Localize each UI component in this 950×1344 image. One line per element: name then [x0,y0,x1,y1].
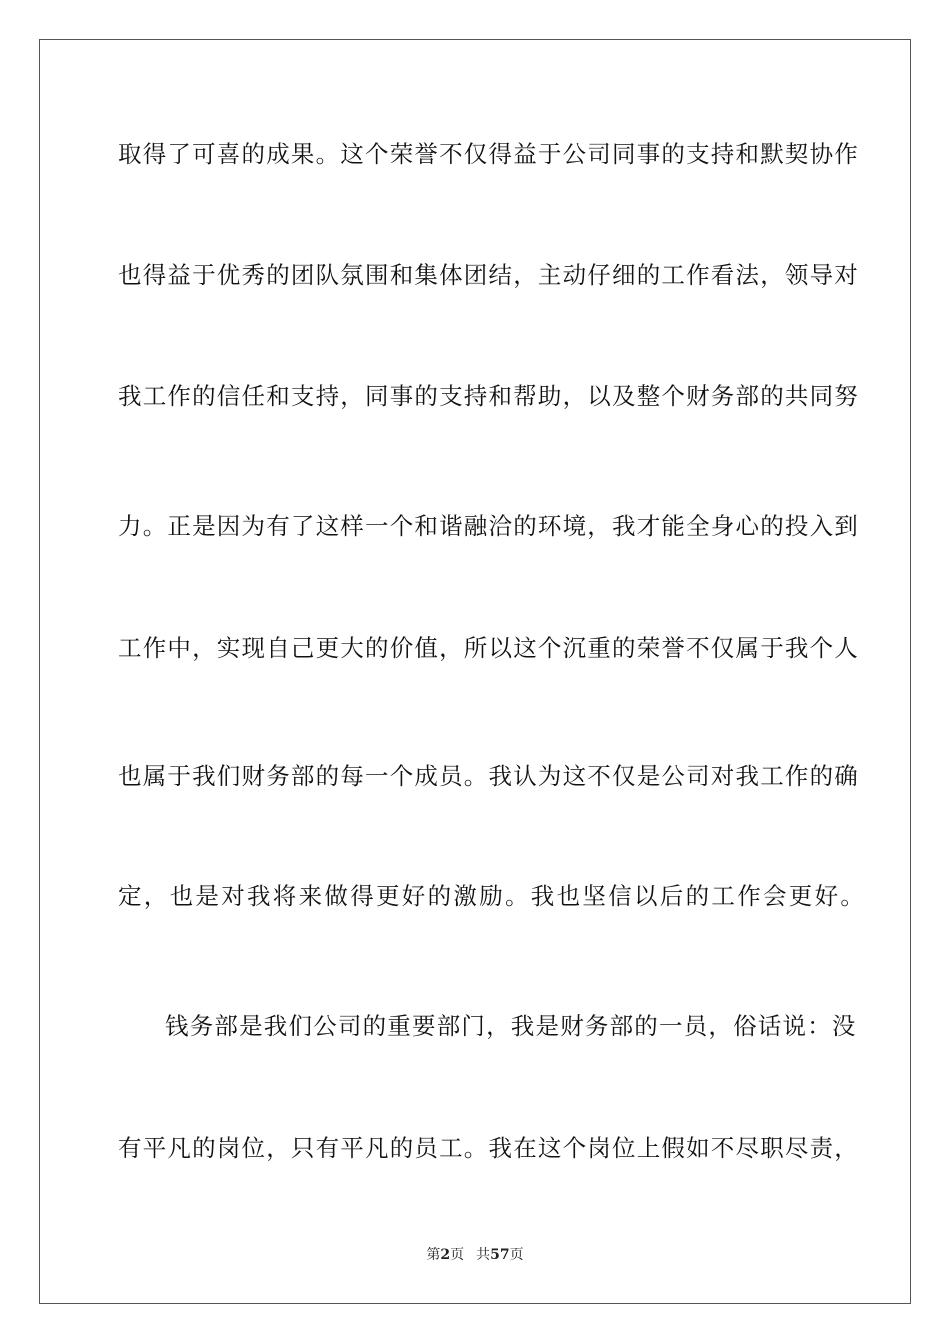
total-suffix: 页 [509,1247,524,1263]
page-number: 2 [440,1247,451,1263]
text-line: 我工作的信任和支持，同事的支持和帮助，以及整个财务部的共同努 [118,382,859,410]
text-line: 取得了可喜的成果。这个荣誉不仅得益于公司同事的支持和默契协作 [118,140,859,168]
total-prefix: 共 [476,1247,491,1263]
text-line: 钱务部是我们公司的重要部门，我是财务部的一员，俗话说：没 [165,1012,857,1040]
page-suffix: 页 [450,1247,465,1263]
page-prefix: 第 [426,1247,441,1263]
total-pages: 57 [490,1247,510,1263]
page-footer [0,1246,950,1264]
text-line: 也得益于优秀的团队氛围和集体团结，主动仔细的工作看法，领导对 [118,261,859,289]
text-line: 工作中，实现自己更大的价值，所以这个沉重的荣誉不仅属于我个人 [118,634,859,662]
text-line: 有平凡的岗位，只有平凡的员工。我在这个岗位上假如不尽职尽责， [118,1134,859,1162]
page-border [39,39,911,1304]
text-line: 也属于我们财务部的每一个成员。我认为这不仅是公司对我工作的确 [118,762,859,790]
text-line: 定，也是对我将来做得更好的激励。我也坚信以后的工作会更好。 [118,882,867,910]
text-line: 力。正是因为有了这样一个和谐融洽的环境，我才能全身心的投入到 [118,512,859,540]
